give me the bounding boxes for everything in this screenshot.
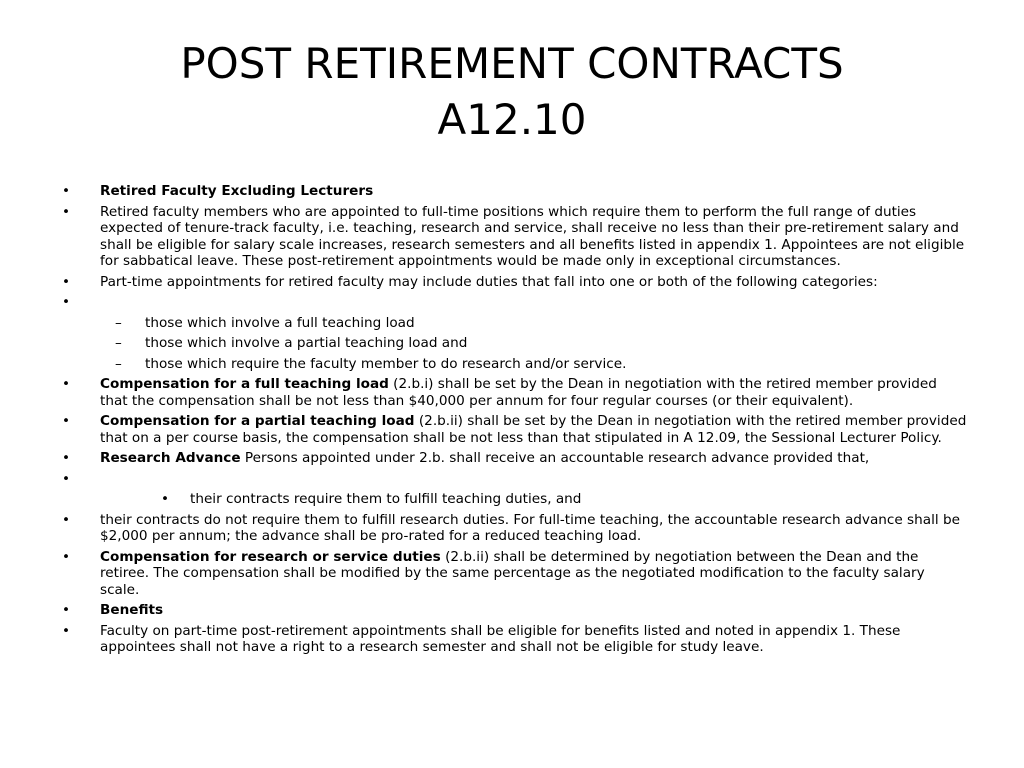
bullet-item-research-advance — [60, 450, 968, 467]
bullet-item-empty — [60, 471, 968, 488]
bullet-item-benefits-detail — [60, 623, 968, 656]
bullet-item-research-duties — [60, 512, 968, 545]
bullet-item-full-load-compensation — [60, 376, 968, 409]
sub-bullet-text: those which involve a full teaching load — [145, 314, 415, 331]
bullet-text: (2.b.ii) shall be set by the Dean in negotiation with the retired member provided that on a per course basis, the compensation shall be not less than that stipulated in A 12.09, the Sessional Lecturer Policy. — [100, 413, 967, 446]
bullet-item-research-service-compensation — [60, 549, 968, 599]
sub-bullet-text: those which involve a partial teaching load and — [145, 335, 468, 351]
bullet-bold-text: Retired Faculty Excluding Lecturers — [100, 183, 374, 199]
bullet-text: (2.b.ii) shall be determined by negotiation between the Dean and the retiree. The compensation shall be modified by the same percentage as the negotiated modification to the faculty salary scale. — [100, 548, 925, 598]
sub-sub-bullet-teaching-duties — [60, 491, 968, 508]
bullet-text: Persons appointed under 2.b. shall receive an accountable research advance provided that, — [240, 450, 870, 466]
bullet-bold-text: Compensation for a partial teaching load — [100, 413, 415, 429]
sub-bullet-partial-teaching-load — [60, 335, 968, 352]
bullet-bold-text: Benefits — [100, 602, 164, 618]
bullet-item-full-time-appointments — [60, 204, 968, 270]
bullet-bold-text: Compensation for a full teaching load — [100, 376, 389, 392]
bullet-item-retired-faculty-heading — [60, 183, 968, 200]
bullet-list — [60, 183, 968, 660]
sub-bullet-full-teaching-load — [60, 315, 968, 332]
bullet-item-benefits-heading — [60, 602, 968, 619]
slide-title-line-2: A12.10 — [437, 95, 587, 144]
sub-bullet-text: those which require the faculty member to do research and/or service. — [145, 355, 627, 372]
bullet-bold-text: Research Advance — [100, 450, 241, 466]
bullet-text: Faculty on part-time post-retirement appointments shall be eligible for benefits listed and noted in appendix 1. These appointees shall not have a right to a research semester and shall not be eligible for study leave. — [100, 622, 901, 655]
sub-bullet-research-service — [60, 356, 968, 373]
slide-title-line-1: POST RETIREMENT CONTRACTS — [180, 39, 844, 88]
bullet-item-partial-load-compensation — [60, 413, 968, 446]
bullet-bold-text: Compensation for research or service duties — [100, 548, 441, 565]
bullet-text: Part-time appointments for retired faculty may include duties that fall into one or both of the following categories: — [100, 273, 878, 290]
sub-sub-bullet-text: their contracts require them to fulfill teaching duties, and — [190, 491, 582, 507]
bullet-item-part-time-appointments — [60, 274, 968, 291]
bullet-text: Retired faculty members who are appointed to full-time positions which require them to perform the full range of duties expected of tenure-track faculty, i.e. teaching, research and service, shall receive no less than their pre-retirement salary and shall be eligible for salary scale increases, research semesters and all benefits listed in appendix 1. Appointees are not eligible for sabbatical leave. These post-retirement appointments would be made only in exceptional circumstances. — [100, 203, 965, 269]
bullet-text: (2.b.i) shall be set by the Dean in negotiation with the retired member provided that the compensation shall be not less than $40,000 per annum for four regular courses (or their equivalent). — [100, 376, 937, 409]
slide-title — [0, 36, 1024, 148]
bullet-item-empty — [60, 294, 968, 311]
bullet-text: their contracts do not require them to fulfill research duties. For full-time teaching, the accountable research advance shall be $2,000 per annum; the advance shall be pro-rated for a reduced teaching load. — [100, 511, 960, 544]
